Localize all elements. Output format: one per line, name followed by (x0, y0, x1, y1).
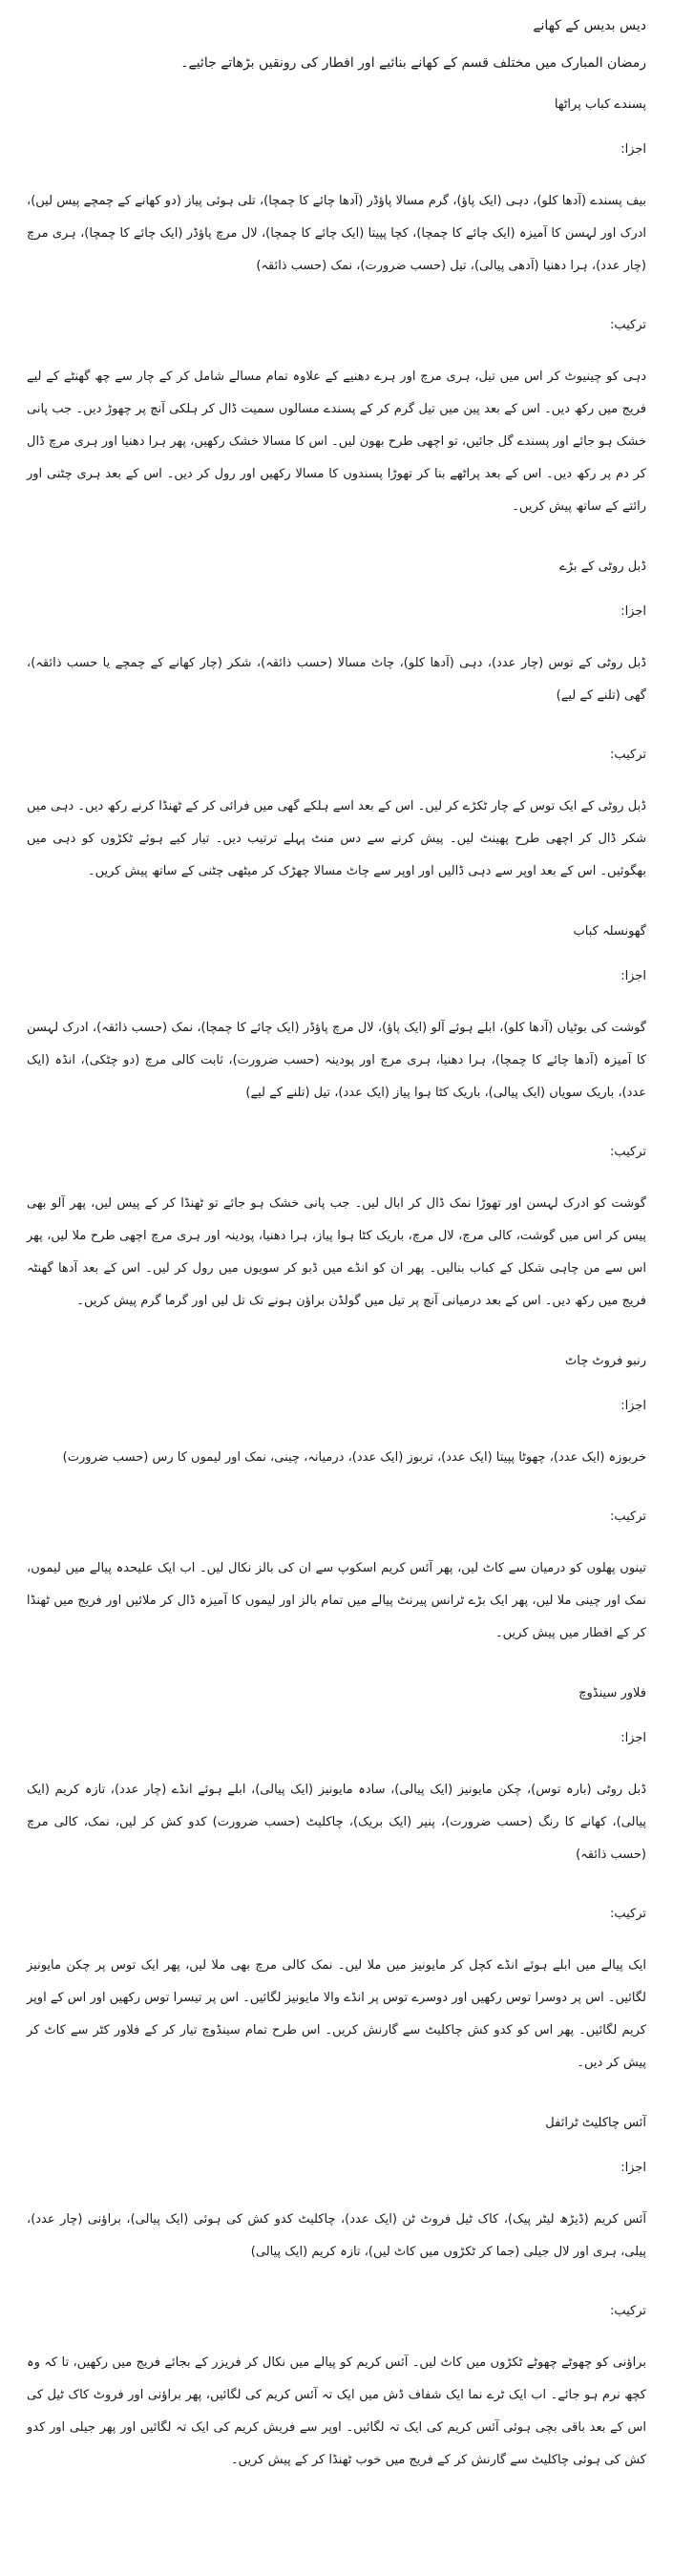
method-text: ڈبل روٹی کے ایک توس کے چار ٹکڑے کر لیں۔ اس کے بعد اسے ہلکے گھی میں فرائی کر کے ٹھنڈا کرنے رکھ دیں۔ دہی میں شکر ڈال کر اچھی طرح پھینٹ لیں۔ پیش کرنے سے دس منٹ پہلے ترتیب دیں۔ تیار کیے ہوئے ٹکڑوں کو دہی میں بھگوئیں۔ اس کے بعد اوپر سے دہی ڈالیں اور اوپر سے چاٹ مسالا چھڑک کر میٹھی چٹنی کے ساتھ پیش کریں۔ (27, 799, 646, 878)
recipe-4 (27, 1682, 646, 2080)
method-label: ترکیب: (609, 2304, 646, 2318)
method-text: گوشت کو ادرک لہسن اور تھوڑا نمک ڈال کر ابال لیں۔ جب پانی خشک ہو جائے تو ٹھنڈا کر کے پیس لیں، پھر آلو بھی پیس کر اس میں گوشت، کالی مرچ، لال مرچ، باریک کٹا ہوا پیاز، ہرا دھنیا، پودینہ اور ہری مرچ اچھی طرح ملا لیں، پھر اس سے من چاہی شکل کے کباب بنالیں۔ پھر ان کو انڈے میں ڈبو کر سویوں میں رول کر لیں۔ اس کے بعد آدھا گھنٹہ فریج میں رکھ دیں۔ اس کے بعد درمیانی آنچ پر تیل میں گولڈن براؤن ہونے تک تل لیں اور گرما گرم پیش کریں۔ (27, 1196, 646, 1308)
recipe-title: فلاور سینڈوچ (578, 1686, 646, 1700)
method-text: براؤنی کو چھوٹے چھوٹے ٹکڑوں میں کاٹ لیں۔ آئس کریم کو پیالے میں نکال کر فریزر کے بجائے فریج میں رکھیں، تا کہ وہ کچھ نرم ہو جائے۔ اب ایک ٹرے نما ایک شفاف ڈش میں ایک تہ آئس کریم کی لگائیں، پھر براؤنی اور فروٹ کاک ٹیل کی اس کے بعد باقی بچی ہوئی آئس کریم کی ایک تہ لگائیں۔ اوپر سے فریش کریم کی ایک تہ لگائیں اور پھر جیلی اور کدو کش کی ہوئی چاکلیٹ سے گارنش کر کے فریج میں خوب ٹھنڈا کر کے پیش کریں۔ (27, 2355, 646, 2467)
ingredients-text: گوشت کی بوٹیاں (آدھا کلو)، ابلے ہوئے آلو (ایک پاؤ)، لال مرچ پاؤڈر (ایک چائے کا چمچا)، نمک (حسب ذائقہ)، ادرک لہسن کا آمیزہ (آدھا چائے کا چمچا)، ہرا دھنیا، ہری مرچ اور پودینہ (حسب ضرورت)، ثابت کالی مرچ (دو چٹکی)، انڈہ (ایک عدد)، باریک سویاں (ایک پیالی)، باریک کٹا ہوا پیاز (ایک عدد)، تیل (تلنے کے لیے) (27, 1021, 646, 1100)
ingredients-label: اجزا: (620, 1731, 646, 1745)
intro-text: رمضان المبارک میں مختلف قسم کے کھانے بنائیے اور افطار کی رونقیں بڑھاتے جائیے۔ (180, 55, 646, 71)
method-text: دہی کو چینیوٹ کر اس میں تیل، ہری مرچ اور ہرے دھنیے کے علاوہ تمام مسالے شامل کر کے چار سے چھ گھنٹے کے لیے فریج میں رکھ دیں۔ اس کے بعد پین میں تیل گرم کر کے پسندے مسالوں سمیت ڈال کر ہلکی آنچ پر چھوڑ دیں۔ جب پانی خشک ہو جائے اور پسندے گل جائیں، تو اچھی طرح بھون لیں۔ اس کا مسالا خشک رکھیں، پھر ہرا دھنیا اور ہری مرچ ڈال کر دم پر رکھ دیں۔ اس کے بعد پراٹھے بنا کر تھوڑا پسندوں کا مسالا رکھیں اور رول کر دیں۔ اس کے بعد ہری چٹنی اور رائتے کے ساتھ پیش کریں۔ (27, 370, 646, 514)
ingredients-label: اجزا: (620, 604, 646, 619)
method-label: ترکیب: (609, 1907, 646, 1921)
method-label: ترکیب: (609, 748, 646, 762)
ingredients-label: اجزا: (620, 969, 646, 983)
recipe-3 (27, 1350, 646, 1650)
method-text: تینوں پھلوں کو درمیان سے کاٹ لیں، پھر آئس کریم اسکوپ سے ان کی بالز نکال لیں۔ اب ایک علیحدہ پیالے میں لیموں، نمک اور چینی ملا لیں، پھر ایک بڑے ٹرانس پیرنٹ پیالے میں تمام بالز اور لیموں کا آمیزہ ڈال کر ملائیں اور فریج میں ٹھنڈا کر کے افطار میں پیش کریں۔ (27, 1561, 646, 1640)
method-label: ترکیب: (609, 318, 646, 332)
recipe-title: رنبو فروٹ چاٹ (565, 1354, 646, 1368)
recipe-1 (27, 556, 646, 888)
ingredients-label: اجزا: (620, 2161, 646, 2175)
recipe-title: گھونسلہ کباب (573, 924, 646, 939)
recipe-title: ڈبل روٹی کے بڑے (559, 560, 646, 574)
ingredients-text: ڈبل روٹی (بارہ توس)، چکن مایونیز (ایک پیالی)، سادہ مایونیز (ایک پیالی)، ابلے ہوئے انڈے (چار عدد)، تازہ کریم (ایک پیالی)، کھانے کا رنگ (حسب ضرورت)، پنیر (ایک بریک)، چاکلیٹ (حسب ضرورت) کدو کش کر لیں، نمک، کالی مرچ (حسب ذائقہ) (27, 1783, 646, 1862)
method-label: ترکیب: (609, 1510, 646, 1524)
ingredients-text: ڈبل روٹی کے توس (چار عدد)، دہی (آدھا کلو)، چاٹ مسالا (حسب ذائقہ)، شکر (چار کھانے کے چمچے یا حسب ذائقہ)، گھی (تلنے کے لیے) (27, 656, 646, 703)
recipe-2 (27, 920, 646, 1318)
ingredients-label: اجزا: (620, 142, 646, 157)
page-title: دیس بدیس کے کھانے (533, 18, 646, 33)
method-text: ایک پیالے میں ابلے ہوئے انڈے کچل کر مایونیز میں ملا لیں۔ نمک کالی مرچ بھی ملا لیں، پھر ایک توس پر چکن مایونیز لگائیں۔ اس پر دوسرا توس رکھیں اور دوسرے توس پر انڈے والا مایونیز لگائیں۔ اس پر تیسرا توس رکھیں اور اس کے اوپر کریم لگائیں۔ پھر اس کو کدو کش چاکلیٹ سے گارنش کریں۔ اس طرح تمام سینڈوچ تیار کر کے فلاور کٹر سے کاٹ کر پیش کر دیں۔ (27, 1958, 646, 2070)
method-label: ترکیب: (609, 1145, 646, 1159)
recipe-title: آئس چاکلیٹ ٹرائفل (545, 2116, 646, 2130)
recipe-title: پسندے کباب پراٹھا (554, 97, 646, 112)
ingredients-text: بیف پسندے (آدھا کلو)، دہی (ایک پاؤ)، گرم مسالا پاؤڈر (آدھا چائے کا چمچا)، تلی ہوئی پیاز (دو کھانے کے چمچے پیس لیں)، ادرک اور لہسن کا آمیزہ (ایک چائے کا چمچا)، کچا پپیتا (ایک چائے کا چمچا)، لال مرچ پاؤڈر (ایک چائے کا چمچا)، ہری مرچ (چار عدد)، ہرا دھنیا (آدھی پیالی)، تیل (حسب ضرورت)، نمک (حسب ذائقہ) (27, 194, 646, 273)
ingredients-label: اجزا: (620, 1399, 646, 1413)
recipe-5 (27, 2112, 646, 2477)
recipe-0 (27, 94, 646, 523)
ingredients-text: آئس کریم (ڈیڑھ لیٹر پیک)، کاک ٹیل فروٹ ٹن (ایک عدد)، چاکلیٹ کدو کش کی ہوئی (ایک پیالی)، براؤنی (چار عدد)، پیلی، ہری اور لال جیلی (جما کر ٹکڑوں میں کاٹ لیں)، تازہ کریم (ایک پیالی) (27, 2212, 646, 2259)
ingredients-text: خربوزہ (ایک عدد)، چھوٹا پپیتا (ایک عدد)، تربوز (ایک عدد)، درمیانہ، چینی، نمک اور لیموں کا رس (حسب ضرورت) (62, 1450, 646, 1465)
